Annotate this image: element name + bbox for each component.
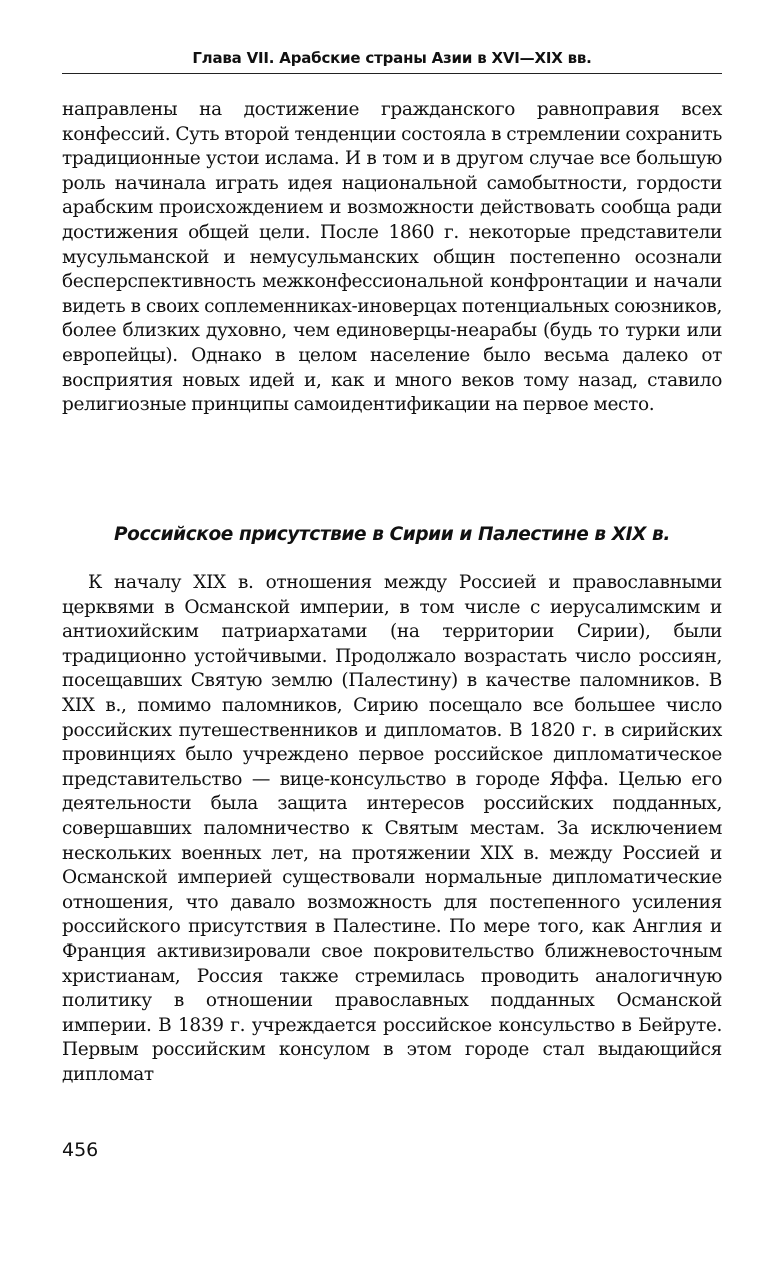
header-rule (62, 73, 722, 74)
section-title: Российское присутствие в Сирии и Палестине в XIX в. (114, 524, 670, 545)
page-number: 456 (62, 1139, 99, 1161)
body-paragraph: направлены на достижение гражданского равноправия всех конфессий. Суть второй тенденции состояла в стремлении сохранить традиционные устои ислама. И в том и в другом случае все большую роль начинала играть идея национальной самобытности, гордости арабским происхождением и возможности действовать сообща ради достижения общей цели. После 1860 г. некоторые представители мусульманской и немусульманских общин постепенно осознали бесперспективность межконфессиональной конфронтации и начали видеть в своих соплеменниках-иноверцах потенциальных союзников, более близких духовно, чем единоверцы-неарабы (будь то турки или европейцы). Однако в целом население было весьма далеко от восприятия новых идей и, как и много веков тому назад, ставило религиозные принципы самоидентификации на первое место. (62, 99, 722, 416)
body-paragraph: К началу XIX в. отношения между Россией и православными церквями в Османской империи, в том числе с иерусалимским и антиохийским патриархатами (на территории Сирии), были традиционно устойчивыми. Продолжало возрастать число россиян, посещавших Святую землю (Палестину) в качестве паломников. В XIX в., помимо паломников, Сирию посещало все большее число российских путешественников и дипломатов. В 1820 г. в сирийских провинциях было учреждено первое российское дипломатическое представительство — вице-консульство в городе Яффа. Целью его деятельности была защита интересов российских подданных, совершавших паломничество к Святым местам. За исключением нескольких военных лет, на протяжении XIX в. между Россией и Османской империей существовали нормальные дипломатические отношения, что давало возможность для постепенного усиления российского присутствия в Палестине. По мере того, как Англия и Франция активизировали свое покровительство ближневосточным христианам, Россия также стремилась проводить аналогичную политику в отношении православных подданных Османской империи. В 1839 г. учреждается российское консульство в Бейруте. Первым российским консулом в этом городе стал выдающийся дипломат (62, 572, 722, 1085)
running-head: Глава VII. Арабские страны Азии в XVI—XIX вв. (192, 49, 592, 67)
